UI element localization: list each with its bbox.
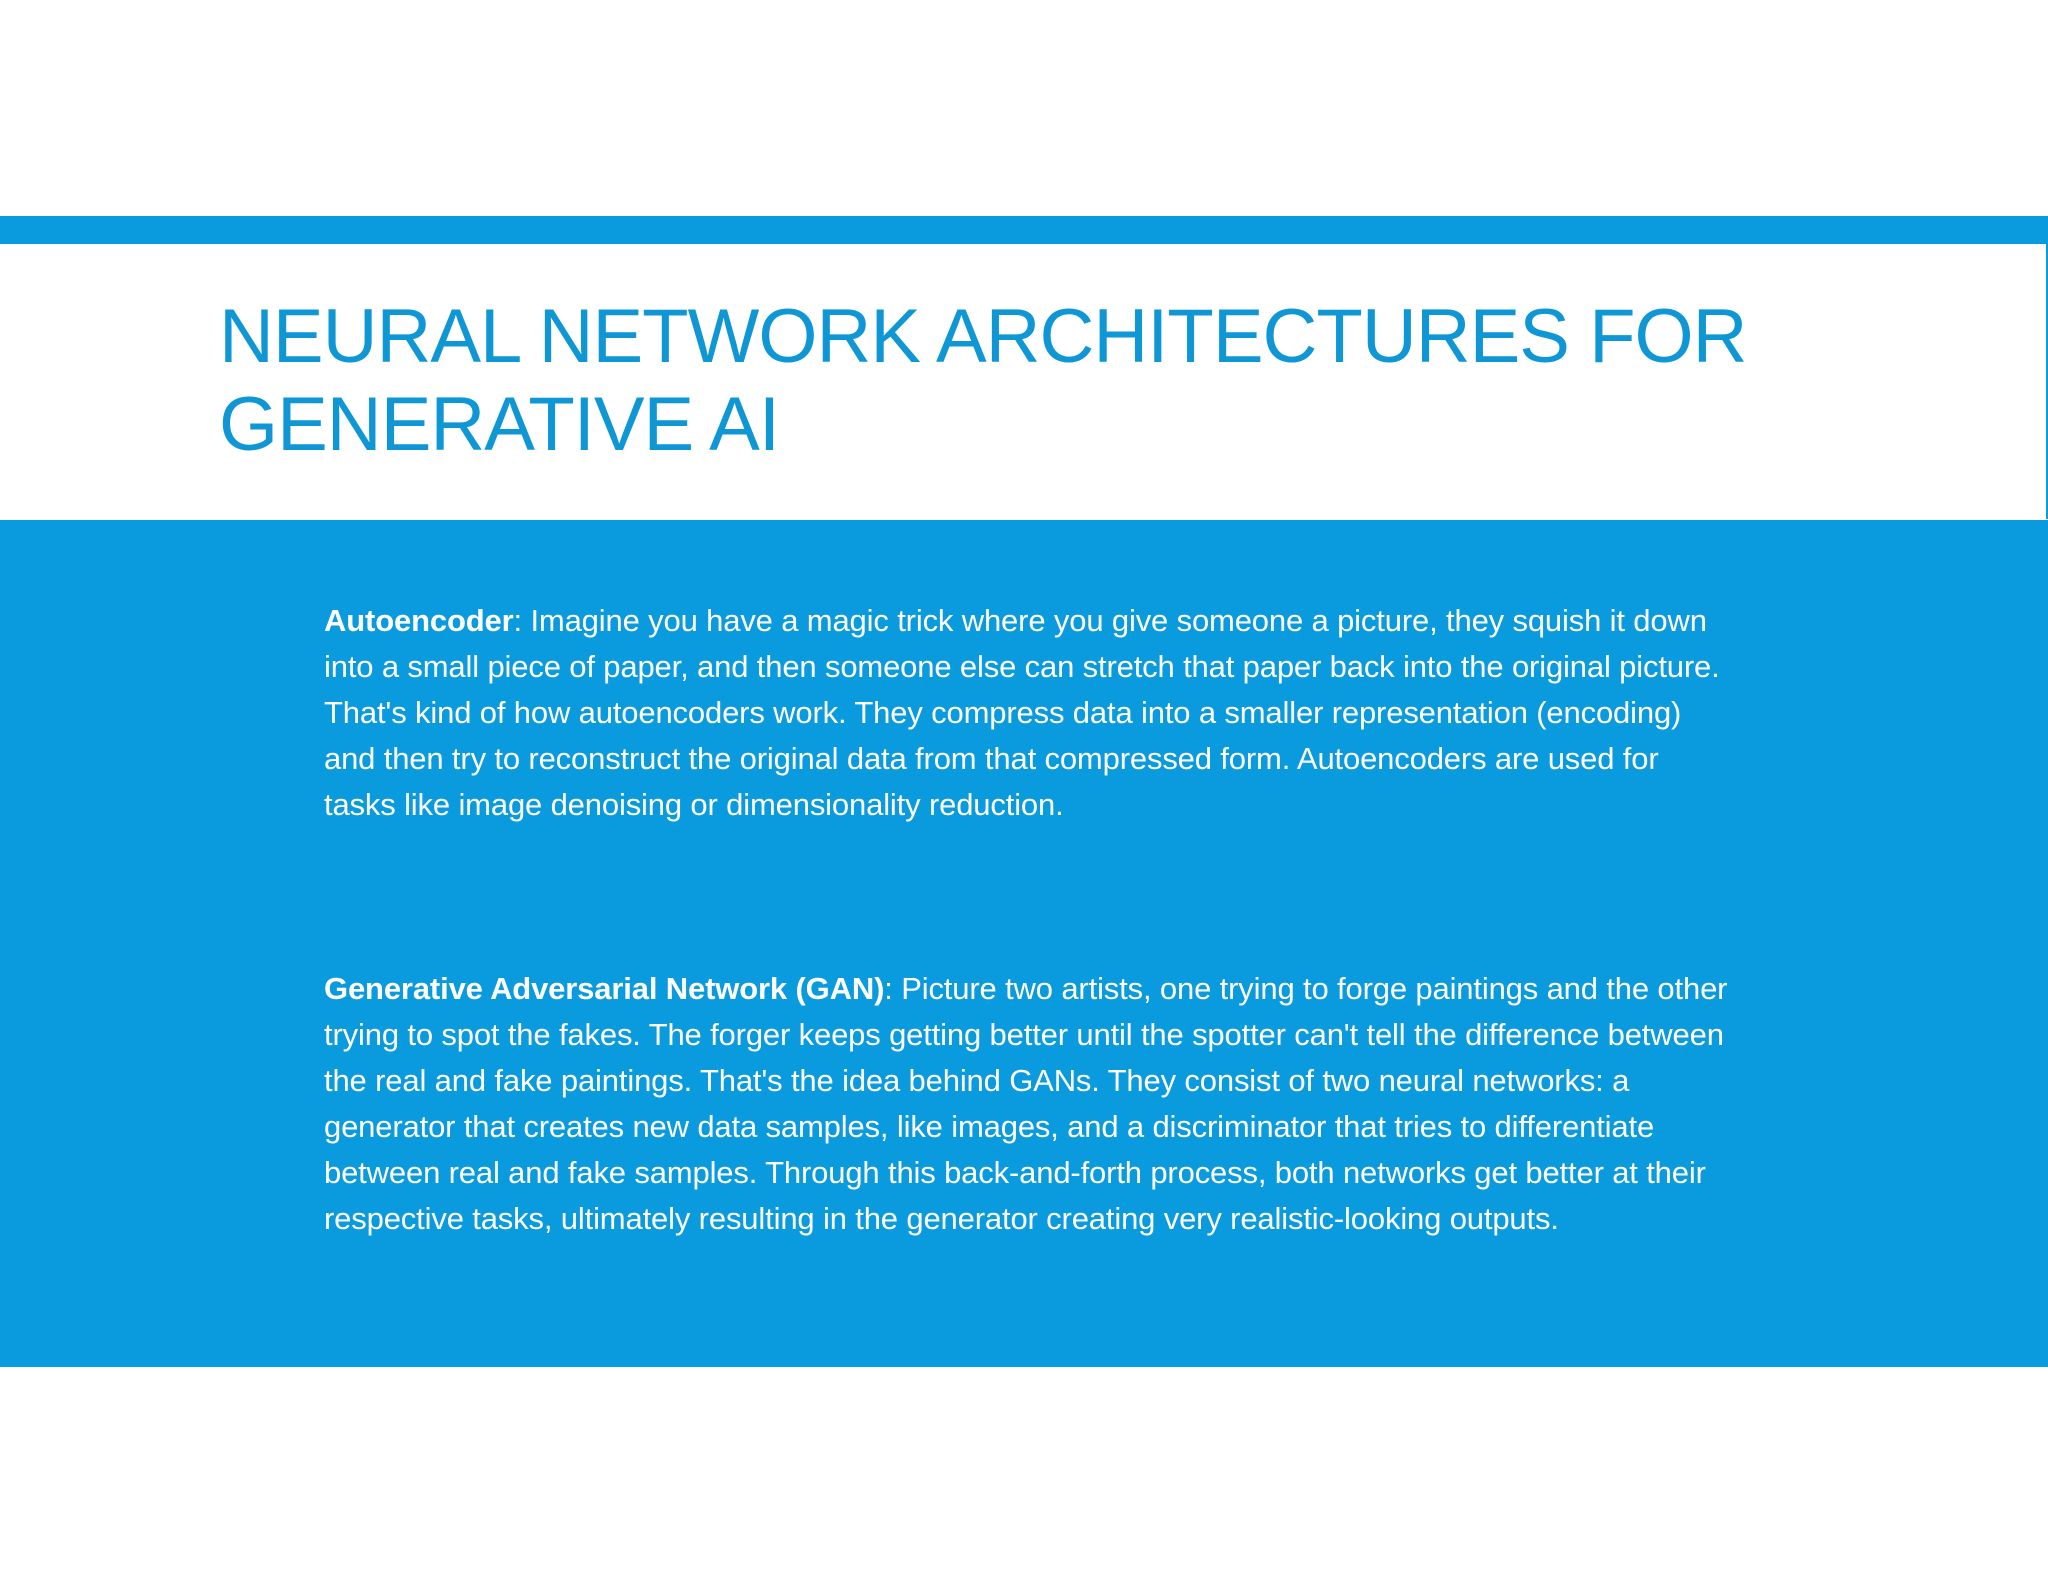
slide-title: NEURAL NETWORK ARCHITECTURES FOR GENERATIVE AI xyxy=(219,294,1747,467)
gan-description: : Picture two artists, one trying to forge paintings and the other trying to spot the fakes. The forger keeps getting better until the spotter can't tell the difference between the real and fake paintings. That's the idea behind GANs. They consist of two neural networks: a generator that creates new data samples, like images, and a discriminator that tries to differentiate between real and fake samples. Through this back-and-forth process, both networks get better at their respective tasks, ultimately resulting in the generator creating very realistic-looking outputs. xyxy=(324,971,1728,1236)
gan-paragraph xyxy=(324,966,1734,1242)
autoencoder-term: Autoencoder xyxy=(324,603,514,638)
autoencoder-paragraph xyxy=(324,598,1734,828)
top-accent-bar xyxy=(0,216,2048,244)
autoencoder-description: : Imagine you have a magic trick where you give someone a picture, they squish it down into a small piece of paper, and then someone else can stretch that paper back into the original picture. That's kind of how autoencoders work. They compress data into a smaller representation (encoding) and then try to reconstruct the original data from that compressed form. Autoencoders are used for tasks like image denoising or dimensionality reduction. xyxy=(324,603,1720,822)
gan-term: Generative Adversarial Network (GAN) xyxy=(324,971,885,1006)
